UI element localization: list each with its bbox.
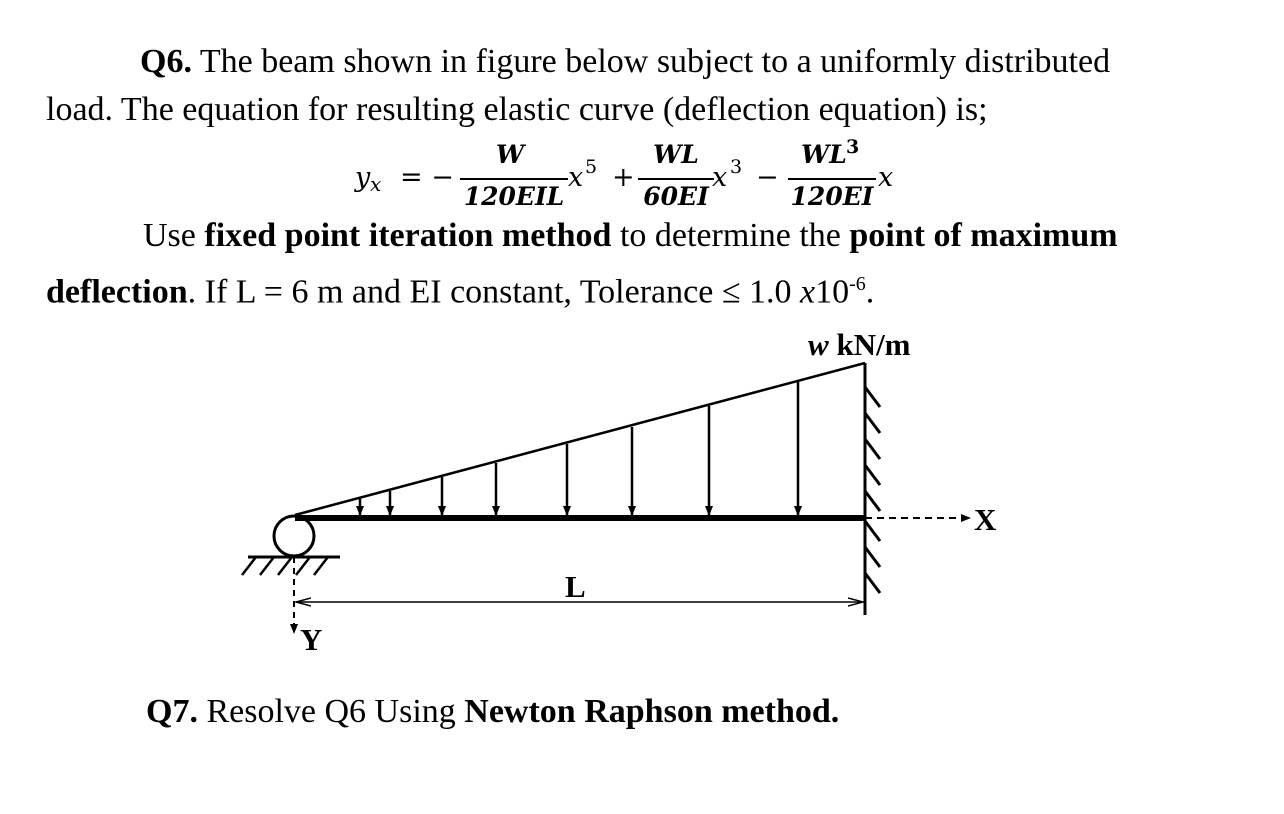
- term2-denominator: 60EI: [643, 182, 709, 211]
- q6-line-1-text: The beam shown in figure below subject to a uniformly distributed: [191, 43, 1111, 80]
- term1-numerator: W: [495, 140, 525, 169]
- term1-fraction-bar: [460, 178, 568, 180]
- eq-lhs-sub: x: [370, 172, 382, 196]
- q6-line-3-a: Use: [143, 217, 205, 254]
- load-unit: kN/m: [828, 327, 911, 362]
- q6-line-4-end: .: [865, 273, 875, 311]
- eq-plus: +: [612, 162, 635, 193]
- q6-line-4-b: . If L = 6 m and EI constant, Tolerance ≤ 1.0: [187, 273, 800, 311]
- q6-line-1: [140, 38, 1110, 86]
- q6-line-3: [143, 212, 1118, 260]
- term3-numerator-power: 3: [846, 136, 860, 158]
- method-fixed-point: fixed point iteration method: [204, 217, 612, 254]
- q6-line-4: [46, 260, 874, 316]
- q6-line-2: load. The equation for resulting elastic curve (deflection equation) is;: [46, 91, 988, 128]
- pin-support: [274, 516, 314, 556]
- eq-minus: −: [756, 162, 779, 193]
- fixed-support-hatch: [865, 387, 880, 593]
- term3-variable: x: [878, 162, 894, 193]
- q7-label: Q7.: [146, 693, 198, 730]
- term1-denominator: 120EIL: [463, 182, 565, 211]
- beam-figure: [220, 325, 1020, 665]
- term3-denominator: 120EI: [790, 182, 874, 211]
- pin-base-hatch: [242, 557, 328, 575]
- q6-line-3-c: to determine the: [611, 217, 850, 254]
- point-of-maximum: point of maximum: [849, 217, 1118, 254]
- q7-method: Newton Raphson method.: [464, 693, 840, 730]
- load-slope-line: [295, 363, 865, 515]
- term2-numerator: WL: [653, 140, 699, 169]
- term1-variable: x: [568, 162, 584, 193]
- load-w: w: [808, 327, 829, 362]
- term2-fraction-bar: [638, 178, 714, 180]
- x-axis-label: X: [974, 502, 997, 537]
- eq-equals: = −: [400, 162, 454, 193]
- load-arrows: [360, 382, 798, 515]
- deflection-word: deflection: [46, 273, 188, 311]
- term3-fraction-bar: [788, 178, 876, 180]
- term2-variable: x: [712, 162, 728, 193]
- term1-power: 5: [585, 156, 598, 178]
- term2-power: 3: [730, 156, 743, 178]
- q6-label: Q6.: [140, 43, 192, 80]
- tolerance-exponent: -6: [849, 273, 866, 295]
- y-axis-label: Y: [300, 622, 323, 657]
- q7-line: [146, 688, 839, 736]
- load-label: [808, 327, 911, 362]
- term3-numerator: WL: [801, 140, 847, 169]
- length-label: L: [565, 569, 586, 604]
- q6-line-4-x: x: [799, 273, 816, 311]
- q6-line-4-c: 10: [815, 273, 850, 311]
- eq-lhs: y: [355, 162, 371, 193]
- deflection-equation: [350, 138, 910, 216]
- q7-text: Resolve Q6 Using: [197, 693, 465, 730]
